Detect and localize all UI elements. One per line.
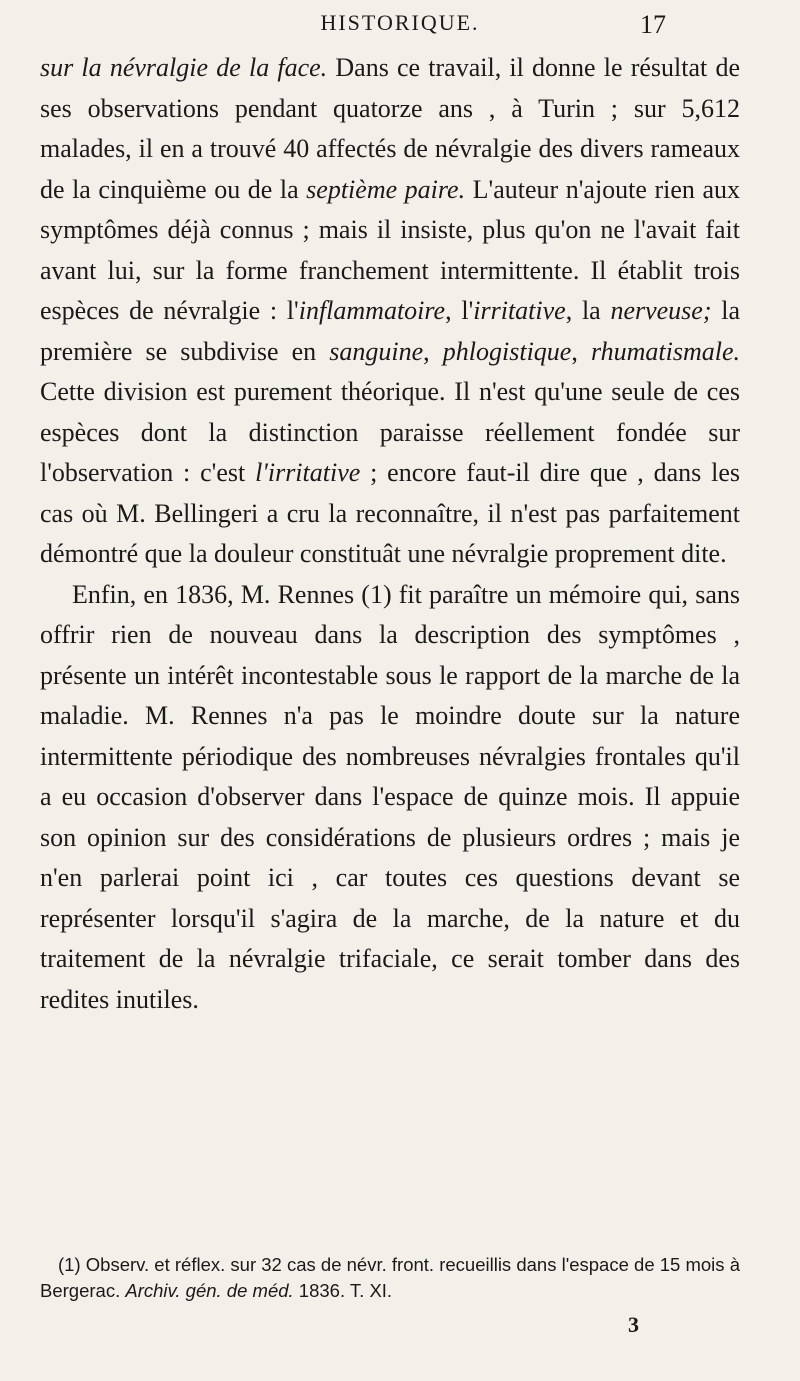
footnote-citation: 1836. T. XI. [293,1280,393,1301]
text-run: Dans ce travail, il donne le résultat de ses observations pendant quatorze ans , à Turin ; sur 5,612 malades, il en a trouvé 40 affectés de névralgie des divers rameaux de la cinquième ou de la [40,53,740,204]
term-phlogistique: phlogistique [442,336,572,366]
text-run: , l' [445,296,474,325]
body-text [40,48,740,1020]
signature-mark: 3 [628,1312,639,1337]
book-title: sur la névralgie de la face. [40,53,328,82]
term-rhumatismale: rhumatismale. [590,336,741,366]
text-run: , [571,336,591,366]
text-run: ; encore faut-il dire que , dans les cas où M. Bellingeri a cru la reconnaître, il n'est pas parfaitement démontré que la douleur constituât une névralgie proprement dite. [40,458,741,568]
paragraph-1 [40,48,740,575]
running-title: HISTORIQUE. [320,10,480,35]
term-sanguine: sanguine [329,336,424,366]
text-run: Cette division est purement théorique. Il n'est qu'une seule de ces espèces dont la distinction paraisse réellement fondée sur l'observation : c'est [40,377,740,487]
term-irritative-2: l'irritative [255,458,361,487]
term-irritative: irritative [473,296,566,325]
journal-title: Archiv. gén. de méd. [125,1280,294,1301]
page-number: 17 [640,10,666,39]
text-run: , [423,336,443,366]
paragraph-2: Enfin, en 1836, M. Rennes (1) fit paraître un mémoire qui, sans offrir rien de nouveau dans la description des symptômes , présente un intérêt incontestable sous le rapport de la marche de la maladie. M. Rennes n'a pas le moindre doute sur la nature intermittente périodique des nombreuses névralgies frontales qu'il a eu occasion d'observer dans l'espace de quinze mois. Il appuie son opinion sur des considérations de plusieurs ordres ; mais je n'en parlerai point ici , car toutes ces questions devant se représenter lorsqu'il s'agira de la marche, de la nature et du traitement de la névralgie trifaciale, ce serait tomber dans des redites inutiles. [40,579,740,1014]
text-run: L'auteur n'ajoute rien aux symptômes déjà connus ; mais il insiste, plus qu'on ne l'avait fait avant lui, sur la forme franchement intermittente. Il établit trois espèces de névralgie : l' [40,174,740,325]
footnote-text: (1) Observ. et réflex. sur 32 cas de névr. front. recueillis dans l'espace de 15 mois à Bergerac. [40,1254,740,1301]
emphasis: septième paire. [306,174,466,204]
running-head [0,10,800,46]
text-run: , la [565,296,611,325]
term-inflammatoire: inflammatoire [298,296,446,325]
term-nerveuse: nerveuse; [610,296,712,325]
text-run: la première se subdivise en [40,296,740,366]
footnote [40,1252,740,1304]
